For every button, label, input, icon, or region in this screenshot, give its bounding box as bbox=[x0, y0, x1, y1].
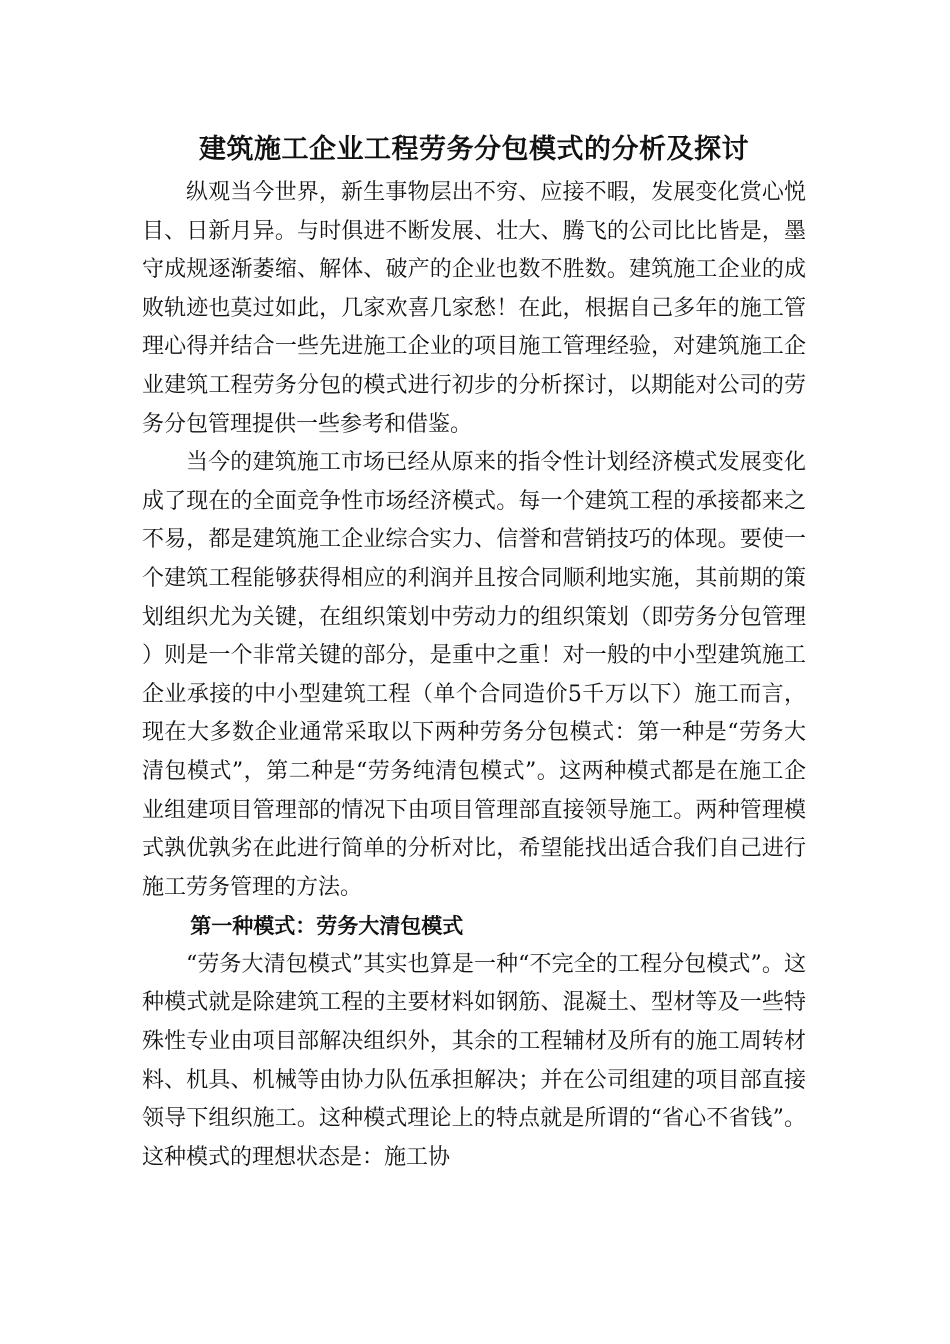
document-body bbox=[142, 126, 806, 1177]
document-title: 建筑施工企业工程劳务分包模式的分析及探讨 bbox=[199, 134, 749, 165]
intro-paragraph: 纵观当今世界，新生事物层出不穷、应接不暇，发展变化赏心悦目、日新月异。与时俱进不断发展、壮大、腾飞的公司比比皆是，墨守成规逐渐萎缩、解体、破产的企业也数不胜数。建筑施工企业的成败轨迹也莫过如此，几家欢喜几家愁！在此，根据自己多年的施工管理心得并结合一些先进施工企业的项目施工管理经验，对建筑施工企业建筑工程劳务分包的模式进行初步的分析探讨，以期能对公司的劳务分包管理提供一些参考和借鉴。 bbox=[142, 180, 806, 437]
market-paragraph: 当今的建筑施工市场已经从原来的指令性计划经济模式发展变化成了现在的全面竞争性市场经济模式。每一个建筑工程的承接都来之不易，都是建筑施工企业综合实力、信誉和营销技巧的体现。要使一个建筑工程能够获得相应的利润并且按合同顺利地实施，其前期的策划组织尤为关键，在组织策划中劳动力的组织策划（即劳务分包管理）则是一个非常关键的部分，是重中之重！对一般的中小型建筑施工企业承接的中小型建筑工程（单个合同造价5千万以下）施工而言，现在大多数企业通常采取以下两种劳务分包模式：第一种是“劳务大清包模式”，第二种是“劳务纯清包模式”。这两种模式都是在施工企业组建项目管理部的情况下由项目管理部直接领导施工。两种管理模式孰优孰劣在此进行简单的分析对比，希望能找出适合我们自己进行施工劳务管理的方法。 bbox=[142, 450, 806, 900]
section-one-paragraph: “劳务大清包模式”其实也算是一种“不完全的工程分包模式”。这种模式就是除建筑工程的主要材料如钢筋、混凝土、型材等及一些特殊性专业由项目部解决组织外，其余的工程辅材及所有的施工周转材料、机具、机械等由协力队伍承担解决；并在公司组建的项目部直接领导下组织施工。这种模式理论上的特点就是所谓的“省心不省钱”。这种模式的理想状态是：施工协 bbox=[142, 951, 806, 1170]
section-heading-mode-one: 第一种模式：劳务大清包模式 bbox=[190, 914, 464, 939]
